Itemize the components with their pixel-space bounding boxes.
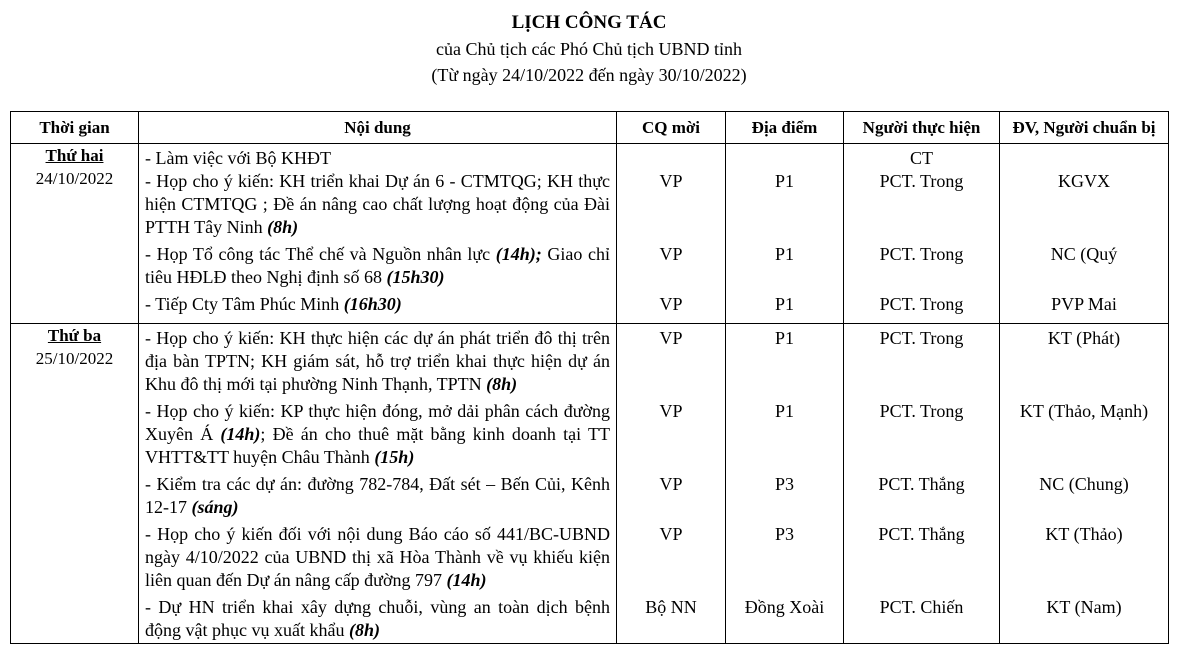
table-row [11,144,1169,324]
day-cell [11,324,139,644]
list-item: - Họp cho ý kiến: KP thực hiện đóng, mở dải phân cách đường Xuyên Á (14h); Đề án cho thuê mặt bằng kinh doanh tại TT VHTT&TT huyện Châu Thành (15h) [145,401,610,467]
content-cell [139,144,617,324]
col-header-content: Nội dung [139,112,617,144]
list-item: - Dự HN triển khai xây dựng chuỗi, vùng an toàn dịch bệnh động vật phục vụ xuất khẩu (8h) [145,597,610,640]
day-cell [11,144,139,324]
inviter-cell: VP VP VP VP Bộ NN [617,324,726,644]
preparer-cell: KGVX NC (Quý PVP Mai [1000,144,1169,324]
list-item: - Họp cho ý kiến: KH thực hiện các dự án phát triển đô thị trên địa bàn TPTN; KH giám sát, hỗ trợ triển khai thực hiện dự án Khu đô thị mới tại phường Ninh Thạnh, TPTN (8h) [145,328,610,394]
schedule-table [10,111,1169,644]
content-cell [139,324,617,644]
document-title: LỊCH CÔNG TÁC [511,12,667,33]
document-subtitle: của Chủ tịch các Phó Chủ tịch UBND tỉnh [436,39,742,59]
date-range: (Từ ngày 24/10/2022 đến ngày 30/10/2022) [431,65,747,85]
list-item: - Tiếp Cty Tâm Phúc Minh (16h30) [145,294,402,314]
day-date: 25/10/2022 [35,349,114,368]
day-name: Thứ ba [47,326,102,345]
col-header-preparer: ĐV, Người chuẩn bị [1000,112,1169,144]
location-cell: P1 P1 P1 [726,144,844,324]
preparer-cell: KT (Phát) KT (Thảo, Mạnh) NC (Chung) KT (Thảo) KT (Nam) [1000,324,1169,644]
list-item: - Họp cho ý kiến: KH triển khai Dự án 6 - CTMTQG; KH thực hiện CTMTQG ; Đề án nâng cao chất lượng hoạt động của Đài PTTH Tây Ninh (8h) [145,171,610,237]
day-date: 24/10/2022 [35,169,114,188]
col-header-time: Thời gian [11,112,139,144]
table-header-row [11,112,1169,144]
inviter-cell: VP VP VP [617,144,726,324]
location-cell: P1 P1 P3 P3 Đồng Xoài [726,324,844,644]
col-header-location: Địa điểm [726,112,844,144]
day-name: Thứ hai [45,146,104,165]
list-item: - Làm việc với Bộ KHĐT [145,148,331,168]
table-row [11,324,1169,644]
list-item: - Họp Tổ công tác Thể chế và Nguồn nhân lực (14h); Giao chỉ tiêu HĐLĐ theo Nghị định số 68 (15h30) [145,244,610,287]
col-header-performer: Người thực hiện [844,112,1000,144]
performer-cell: PCT. Trong PCT. Trong PCT. Thắng PCT. Thắng PCT. Chiến [844,324,1000,644]
performer-cell: CT PCT. Trong PCT. Trong PCT. Trong [844,144,1000,324]
document-header [0,10,1178,88]
list-item: - Họp cho ý kiến đối với nội dung Báo cáo số 441/BC-UBND ngày 4/10/2022 của UBND thị xã Hòa Thành về vụ khiếu kiện liên quan đến Dự án nâng cấp đường 797 (14h) [145,524,610,590]
list-item: - Kiểm tra các dự án: đường 782-784, Đất sét – Bến Củi, Kênh 12-17 (sáng) [145,474,610,517]
col-header-inviter: CQ mời [617,112,726,144]
